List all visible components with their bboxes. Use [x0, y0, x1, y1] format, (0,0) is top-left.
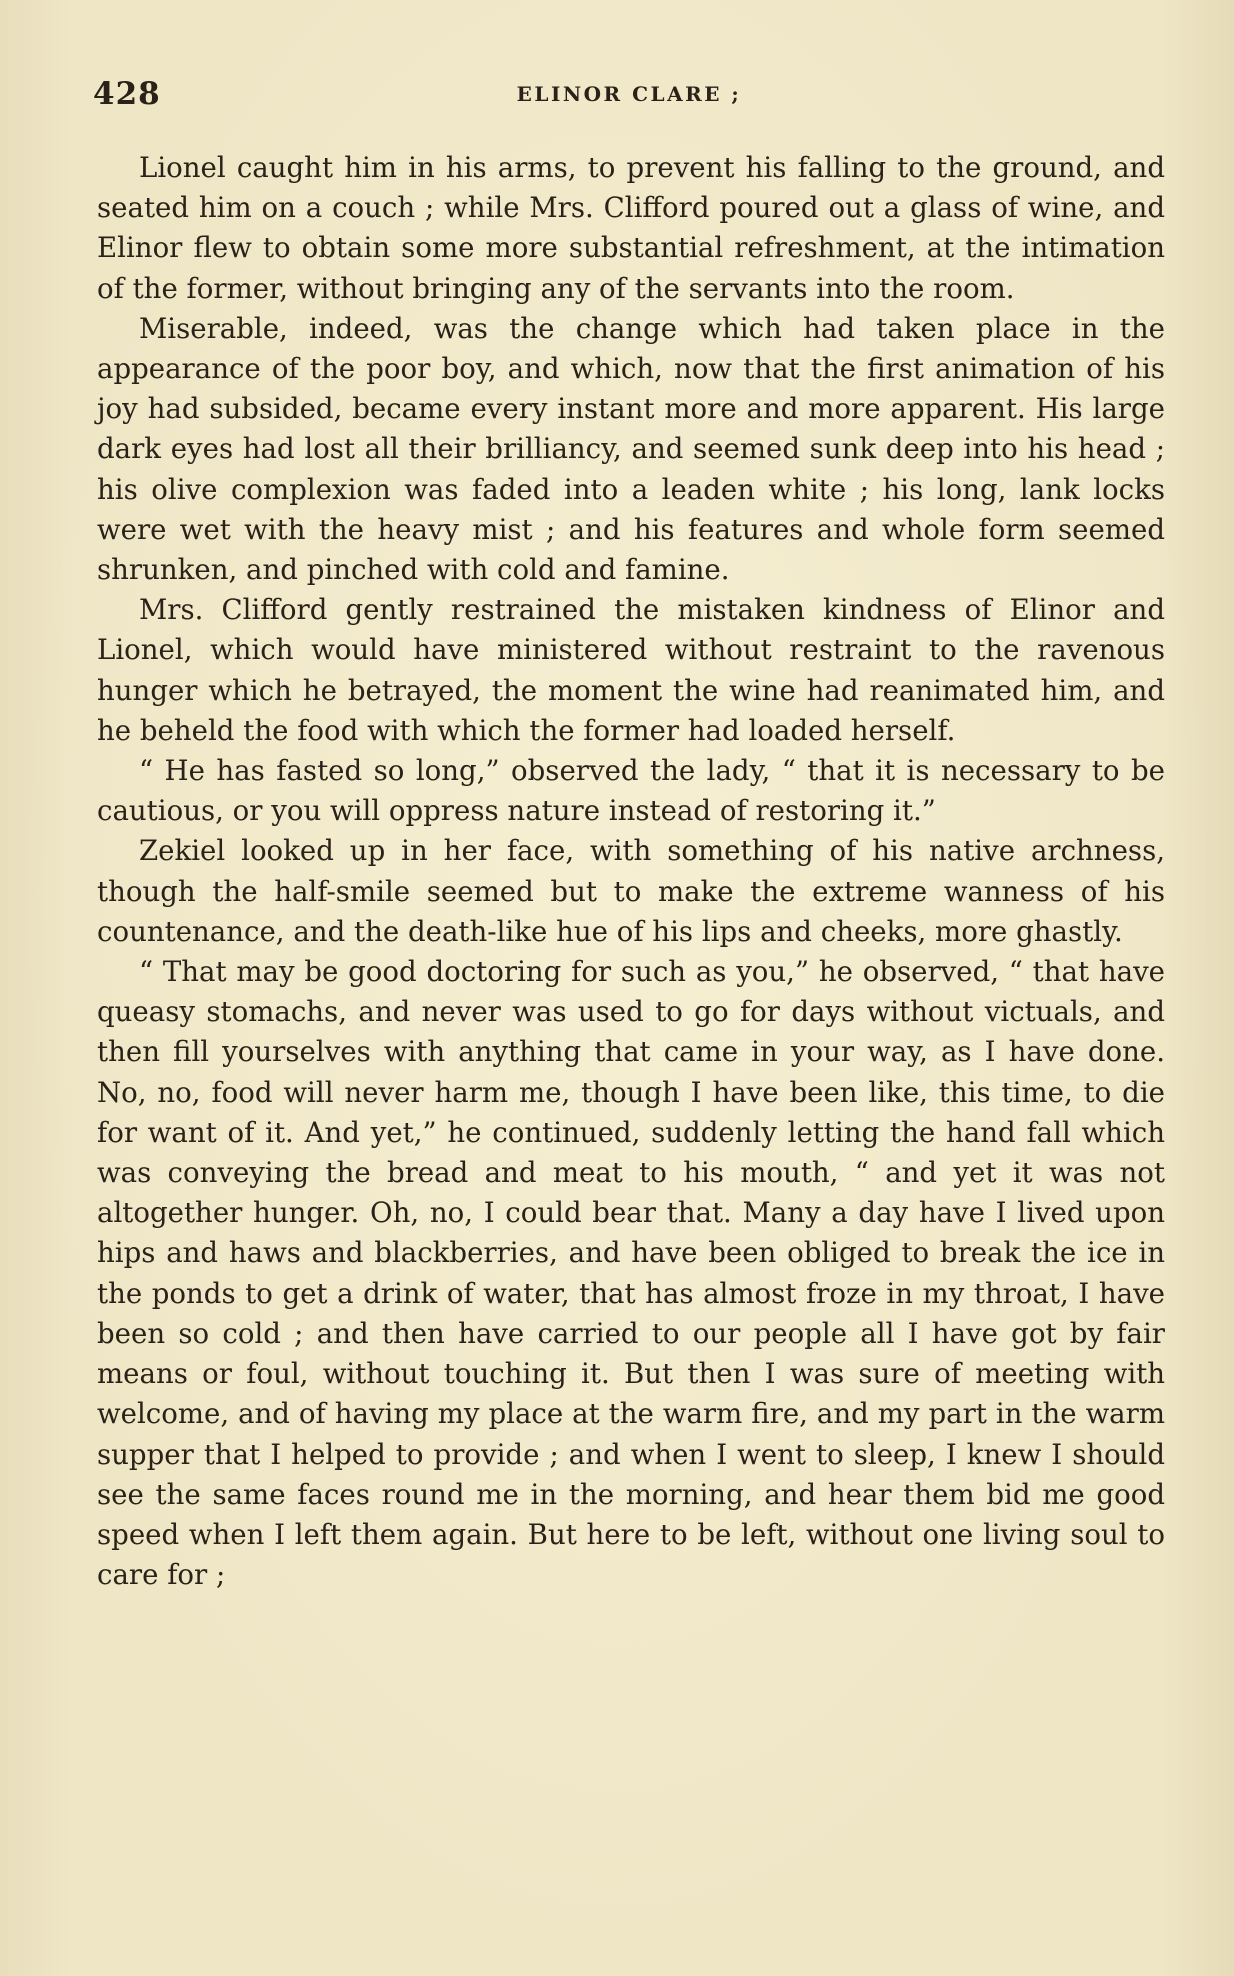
body-text — [97, 148, 1165, 1595]
page-number: 428 — [93, 76, 161, 112]
running-head: ELINOR CLARE ; — [516, 82, 742, 106]
page-header — [93, 76, 1165, 120]
paragraph: Miserable, indeed, was the change which had taken place in the appearance of the poor boy, and which, now that the first animation of his joy had subsided, became every instant more and more apparent. His large dark eyes had lost all their brilliancy, and seemed sunk deep into his head ; his olive complexion was faded into a leaden white ; his long, lank locks were wet with the heavy mist ; and his features and whole form seemed shrunken, and pinched with cold and famine. — [97, 311, 1165, 587]
paragraph: “ That may be good doctoring for such as you,” he observed, “ that have queasy stomachs, and never was used to go for days without victuals, and then fill yourselves with anything that came in your way, as I have done. No, no, food will never harm me, though I have been like, this time, to die for want of it. And yet,” he continued, suddenly letting the hand fall which was conveying the bread and meat to his mouth, “ and yet it was not altogether hunger. Oh, no, I could bear that. Many a day have I lived upon hips and haws and blackberries, and have been obliged to break the ice in the ponds to get a drink of water, that has almost froze in my throat, I have been so cold ; and then have carried to our people all I have got by fair means or foul, without touching it. But then I was sure of meeting with welcome, and of having my place at the warm fire, and my part in the warm supper that I helped to provide ; and when I went to sleep, I knew I should see the same faces round me in the morning, and hear them bid me good speed when I left them again. But here to be left, without one living soul to care for ; — [97, 955, 1165, 1592]
paragraph: Zekiel looked up in her face, with something of his native archness, though the half-smile seemed but to make the extreme wanness of his countenance, and the death-like hue of his lips and cheeks, more ghastly. — [97, 834, 1165, 948]
paragraph: “ He has fasted so long,” observed the lady, “ that it is necessary to be cautious, or you will oppress nature instead of restoring it.” — [97, 754, 1165, 828]
paragraph: Lionel caught him in his arms, to prevent his falling to the ground, and seated him on a couch ; while Mrs. Clifford poured out a glass of wine, and Elinor flew to obtain some more substantial refreshment, at the intimation of the former, without bringing any of the servants into the room. — [97, 151, 1165, 305]
paragraph: Mrs. Clifford gently restrained the mistaken kindness of Elinor and Lionel, which would have ministered without restraint to the ravenous hunger which he betrayed, the moment the wine had reanimated him, and he beheld the food with which the former had loaded herself. — [97, 593, 1165, 747]
